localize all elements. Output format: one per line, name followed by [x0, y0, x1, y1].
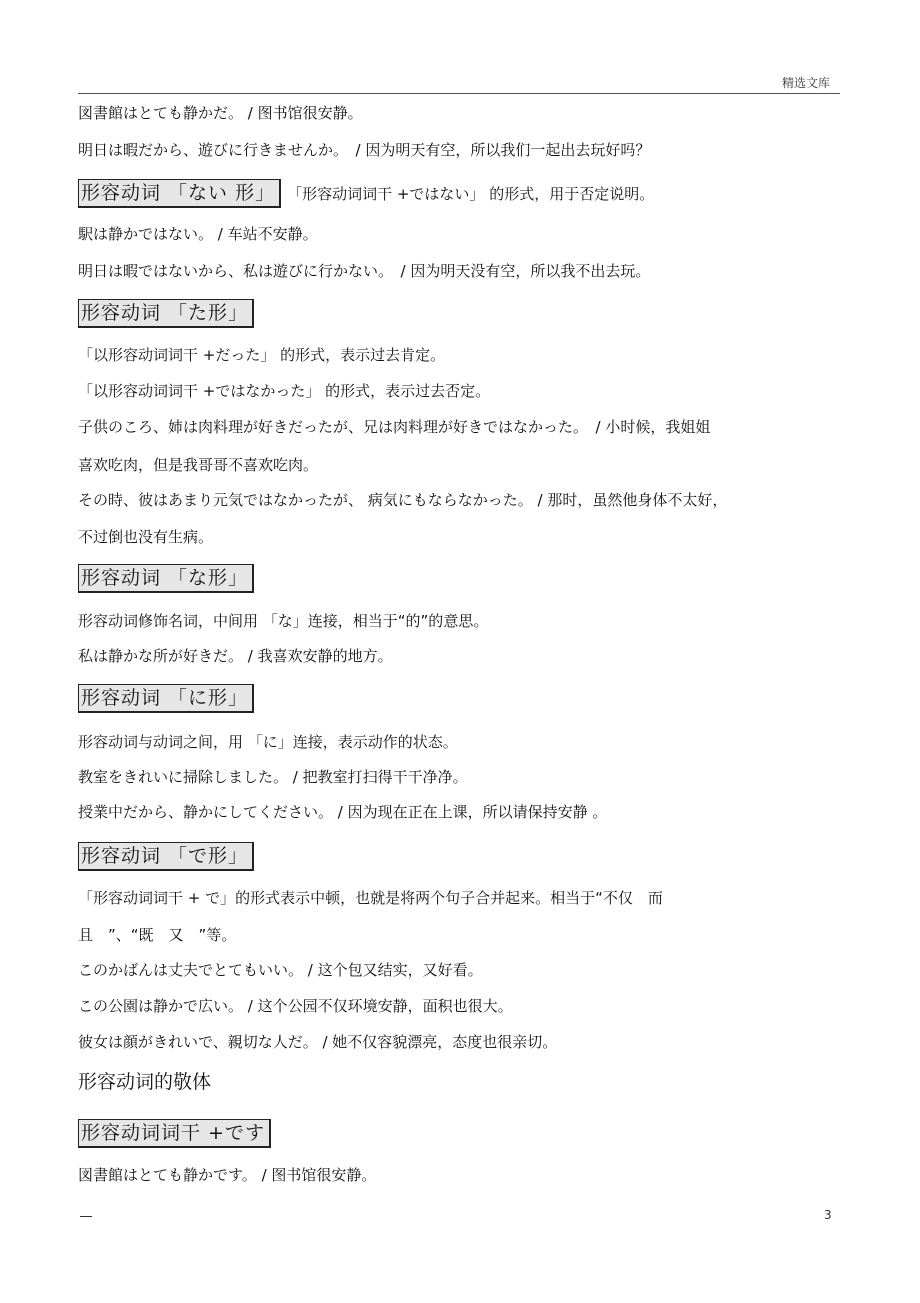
header-label: 精选文库 [781, 76, 830, 90]
text-line: 子供のころ、姉は肉料理が好きだったが、兄は肉料理が好きではなかった。 / 小时候，我姐姐 [78, 418, 711, 436]
page-number: 3 [824, 1208, 832, 1222]
polite-form-title: 形容动词的敬体 [78, 1071, 212, 1093]
header-divider [78, 93, 840, 94]
text-line: 教室をきれいに掃除しました。 / 把教室打扫得干干净净。 [78, 768, 468, 786]
heading-row-ni [78, 684, 848, 713]
section-heading-desu: 形容动词词干 +です [78, 1119, 271, 1148]
heading-row-nai [78, 179, 848, 208]
section-heading-na-form: 形容动词 「な形」 [78, 564, 254, 593]
text-line: 明日は暇ではないから、私は遊びに行かない。 / 因为明天没有空，所以我不出去玩。 [78, 262, 651, 280]
heading-row-desu [78, 1119, 848, 1148]
text-line: 彼女は顔がきれいで、親切な人だ。 / 她不仅容貌漂亮，态度也很亲切。 [78, 1033, 558, 1051]
text-line: 駅は静かではない。 / 车站不安静。 [78, 225, 318, 243]
text-line: 図書館はとても静かです。 / 图书馆很安静。 [78, 1166, 377, 1184]
text-line: 形容动词与动词之间，用 「に」连接，表示动作的状态。 [78, 733, 458, 751]
text-line: 「以形容动词词干 +だった」 的形式，表示过去肯定。 [78, 346, 446, 364]
heading-row-ta [78, 299, 848, 328]
text-line: 「以形容动词词干 +ではなかった」 的形式，表示过去否定。 [78, 382, 491, 400]
text-line: このかばんは丈夫でとてもいい。 / 这个包又结实，又好看。 [78, 961, 483, 979]
text-line: 図書館はとても静かだ。 / 图书馆很安静。 [78, 104, 363, 122]
text-line: 明日は暇だから、遊びに行きませんか。 / 因为明天有空，所以我们一起出去玩好吗？ [78, 141, 651, 159]
heading-row-de [78, 842, 848, 871]
section-heading-ta-form: 形容动词 「た形」 [78, 299, 254, 328]
footer-dash [80, 1216, 92, 1217]
text-line: 授業中だから、静かにしてください。 / 因为现在正在上课，所以请保持安静 。 [78, 803, 608, 821]
text-line: 且 ”、“既 又 ”等。 [78, 926, 237, 944]
section-heading-nai-form: 形容动词 「ない 形」 [78, 179, 281, 208]
text-line: その時、彼はあまり元気ではなかったが、 病気にもならなかった。 / 那时，虽然他身体不太好， [78, 491, 728, 509]
section-heading-de-form: 形容动词 「で形」 [78, 842, 254, 871]
text-line: 私は静かな所が好きだ。 / 我喜欢安静的地方。 [78, 647, 393, 665]
text-line: 喜欢吃肉，但是我哥哥不喜欢吃肉。 [78, 456, 319, 474]
text-line: 「形容动词词干 + で」的形式表示中顿，也就是将两个句子合并起来。相当于“不仅 而 [78, 889, 663, 907]
heading-note-nai: 「形容动词词干 +ではない」 的形式，用于否定说明。 [287, 184, 655, 203]
text-line: この公園は静かで広い。 / 这个公园不仅环境安静，面积也很大。 [78, 997, 513, 1015]
text-line: 形容动词修饰名词，中间用 「な」连接，相当于“的”的意思。 [78, 612, 489, 630]
text-line: 不过倒也没有生病。 [78, 528, 214, 546]
section-heading-ni-form: 形容动词 「に形」 [78, 684, 254, 713]
heading-row-na [78, 564, 848, 593]
